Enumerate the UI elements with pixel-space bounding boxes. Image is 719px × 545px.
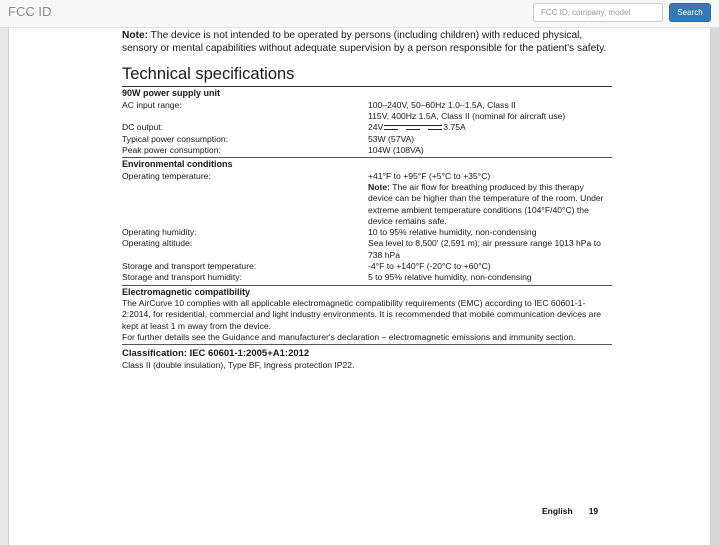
dc-volts: 24V xyxy=(368,122,384,133)
spec-row-dc-output xyxy=(122,122,612,133)
spec-label: Operating humidity: xyxy=(122,227,197,238)
power-supply-section xyxy=(122,87,612,158)
dc-amps: 3.75A xyxy=(443,122,466,133)
spec-row-ac-input xyxy=(122,100,612,123)
brand-link[interactable]: FCC ID xyxy=(8,4,52,19)
spec-value xyxy=(368,122,612,133)
safety-note xyxy=(122,28,612,55)
page-footer xyxy=(542,506,598,516)
spec-label: Typical power consumption: xyxy=(122,133,229,144)
spec-row-operating-altitude xyxy=(122,238,612,261)
search-button[interactable]: Search xyxy=(669,3,711,22)
emc-paragraph: The AirCurve 10 complies with all applicable electromagnetic compatibility requirements (EMC) according to IEC 60601-1-2:2014, for residential, commercial and light industry environments. It is recommended that mobile communication devices are kept at least 1 m away from the device. xyxy=(122,298,602,331)
temperature-note-label: Note: xyxy=(368,181,390,192)
document-page xyxy=(8,28,711,545)
spec-value: 10 to 95% relative humidity, non-condensing xyxy=(368,227,537,238)
classification-section xyxy=(122,345,612,372)
environment-heading: Environmental conditions xyxy=(122,159,233,170)
temperature-note-text: The air flow for breathing produced by this therapy device can be higher than the temperature of the room. Under extreme ambient temperature conditions (104°F/40°C) the device remains safe. xyxy=(368,181,604,226)
spec-value xyxy=(368,171,612,227)
footer-language: English xyxy=(542,506,573,516)
document-content xyxy=(122,28,612,372)
spec-row-operating-humidity xyxy=(122,227,612,238)
spec-value-line: +41°F to +95°F (+5°C to +35°C) xyxy=(368,170,491,181)
spec-value: 53W (57VA) xyxy=(368,133,415,144)
spec-value-line: 115V, 400Hz 1.5A, Class II (nominal for aircraft use) xyxy=(368,110,566,121)
power-supply-heading: 90W power supply unit xyxy=(122,88,221,99)
spec-row-storage-humidity xyxy=(122,272,612,283)
spec-value: 5 to 95% relative humidity, non-condensing xyxy=(368,272,532,283)
spec-row-peak-power xyxy=(122,145,612,156)
page-title: Technical specifications xyxy=(122,65,612,87)
spec-value: Sea level to 8,500' (2,591 m); air pressure range 1013 hPa to 738 hPa xyxy=(368,238,601,260)
emc-paragraph: For further details see the Guidance and manufacturer's declaration – electromagnetic emissions and immunity section. xyxy=(122,332,576,343)
classification-text: Class II (double insulation), Type BF, Ingress protection IP22. xyxy=(122,359,355,370)
emc-heading: Electromagnetic compatibility xyxy=(122,286,251,297)
spec-label: Peak power consumption: xyxy=(122,144,221,155)
spec-label: Storage and transport humidity: xyxy=(122,272,242,283)
viewer-scrollbar[interactable] xyxy=(711,28,719,545)
temperature-note xyxy=(368,182,608,227)
spec-label: Storage and transport temperature: xyxy=(122,261,257,272)
spec-label: DC output: xyxy=(122,122,164,133)
spec-row-operating-temperature xyxy=(122,171,612,227)
viewer-gutter-left xyxy=(0,28,8,545)
safety-note-label: Note: xyxy=(122,30,149,41)
safety-note-text: The device is not intended to be operated by persons (including children) with reduced physical, sensory or mental capabilities without adequate supervision by a person responsible for the patient's safety. xyxy=(122,30,607,54)
classification-heading: Classification: IEC 60601-1:2005+A1:2012 xyxy=(122,348,310,360)
spec-value: -4°F to +140°F (-20°C to +60°C) xyxy=(368,261,491,272)
spec-value: 104W (108VA) xyxy=(368,144,424,155)
spec-value-line: 100–240V, 50–60Hz 1.0–1.5A, Class II xyxy=(368,99,516,110)
spec-row-typical-power xyxy=(122,134,612,145)
emc-section xyxy=(122,286,612,346)
spec-value xyxy=(368,100,612,123)
spec-label: AC input range: xyxy=(122,99,182,110)
spec-label: Operating temperature: xyxy=(122,170,211,181)
top-navbar xyxy=(0,0,719,28)
search-input[interactable] xyxy=(533,3,663,22)
dc-current-symbol-icon xyxy=(384,124,442,132)
page-number: 19 xyxy=(588,506,599,516)
environment-section xyxy=(122,158,612,285)
spec-row-storage-temperature xyxy=(122,261,612,272)
spec-label: Operating altitude: xyxy=(122,238,193,249)
